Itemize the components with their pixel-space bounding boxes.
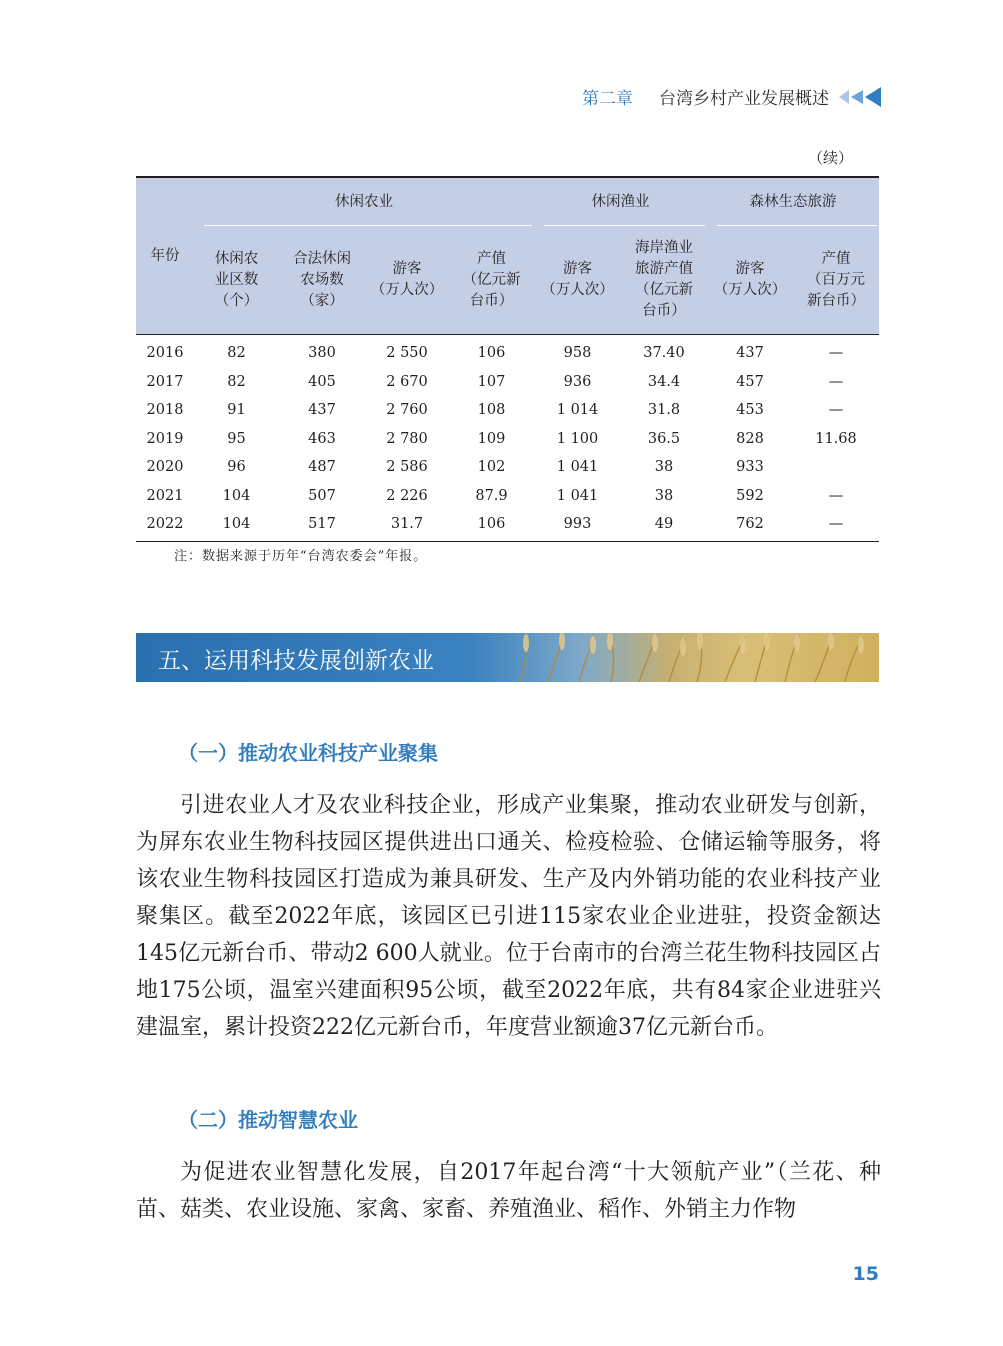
chapter-title: 台湾乡村产业发展概述 — [659, 89, 829, 109]
table-row — [136, 510, 879, 541]
table-cell: 96 — [227, 459, 246, 476]
table-row — [136, 396, 879, 425]
table-row — [136, 368, 879, 397]
section-title: 五、运用科技发展创新农业 — [158, 648, 434, 674]
table-row — [136, 482, 879, 511]
table-cell: 380 — [279, 335, 365, 368]
paragraph-2: 为促进农业智慧化发展，自2017年起台湾“十大领航产业”（兰花、种苗、菇类、农业设施、家禽、家畜、养殖渔业、稻作、外销主力作物 — [136, 1160, 881, 1222]
table-cell — [793, 453, 879, 482]
year-cell: 2016 — [136, 335, 194, 368]
table-cell: 2 760 — [386, 402, 428, 419]
table-cell: 437 — [308, 402, 336, 419]
table-cell: 2 550 — [365, 335, 449, 368]
table-cell: 104 — [222, 487, 251, 504]
year-cell: 2017 — [146, 373, 184, 390]
table-cell: 108 — [477, 402, 506, 419]
table-continued-label: （续） — [807, 149, 853, 167]
year-cell: 2018 — [146, 402, 184, 419]
table-cell: 487 — [308, 459, 336, 476]
table-cell: 106 — [477, 516, 506, 533]
table-cell: 463 — [308, 430, 336, 447]
paragraph-1: 引进农业人才及农业科技企业，形成产业集聚，推动农业研发与创新，为屏东农业生物科技园区提供进出口通关、检疫检验、仓储运输等服务，将该农业生物科技园区打造成为兼具研发、生产及内外销功能的农业科技产业聚集区。截至2022年底，该园区已引进115家农业企业进驻，投资金额达145亿元新台币、带动2 600人就业。位于台南市的台湾兰花生物科技园区占地175公顷，温室兴建面积95公顷，截至2022年底，共有84家企业进驻兴建温室，累计投资222亿元新台币，年度营业额逾37亿元新台币。 — [136, 793, 881, 1040]
subsection-heading-1: （一）推动农业科技产业聚集 — [178, 741, 438, 765]
table-cell: 31.7 — [390, 516, 424, 533]
chapter-label: 第二章 — [582, 89, 633, 109]
column-header: 海岸渔业 旅游产值 （亿元新 台币） — [635, 240, 693, 319]
table-cell: 993 — [563, 516, 592, 533]
table-cell: 517 — [308, 516, 336, 533]
table-cell: 34.4 — [647, 373, 681, 390]
table-cell: 1 100 — [556, 430, 599, 447]
year-header: 年份 — [150, 247, 180, 264]
table-cell: 1 041 — [556, 487, 599, 504]
table-cell: 36.5 — [647, 430, 681, 447]
column-header: 产值 （亿元新 台币） — [462, 250, 521, 309]
column-header: 产值 （百万元 新台币） — [807, 250, 865, 309]
table-cell: 762 — [736, 516, 764, 533]
table-row — [136, 453, 879, 482]
column-header: 游客 （万人次） — [541, 261, 614, 298]
column-header: 游客 （万人次） — [713, 261, 787, 298]
table-cell: 453 — [736, 402, 764, 419]
group-header-forest-ecotourism: 森林生态旅游 — [707, 177, 879, 226]
table-cell: 405 — [308, 373, 336, 390]
section-banner — [136, 633, 879, 682]
table-cell: 936 — [563, 373, 592, 390]
table-cell: 38 — [654, 487, 674, 504]
table-cell: 82 — [227, 373, 246, 390]
table-cell: 437 — [707, 335, 793, 368]
table-cell: 1 014 — [556, 402, 599, 419]
table-cell: 95 — [227, 430, 246, 447]
table-cell: 2 670 — [386, 373, 428, 390]
table-cell: 933 — [736, 459, 764, 476]
table-cell: — — [828, 487, 844, 504]
column-header: 合法休闲 农场数 （家） — [293, 250, 351, 309]
table-cell: 38 — [654, 459, 674, 476]
year-cell: 2019 — [146, 430, 184, 447]
running-header — [582, 84, 881, 109]
year-cell: 2021 — [146, 487, 184, 504]
table-cell: — — [828, 373, 844, 390]
table-cell: 107 — [477, 373, 506, 390]
table-cell: 592 — [736, 487, 764, 504]
table-row — [136, 425, 879, 454]
column-header: 游客 （万人次） — [370, 261, 444, 298]
leisure-statistics-table — [136, 176, 879, 542]
table-cell: 102 — [477, 459, 506, 476]
table-cell: 37.40 — [621, 335, 707, 368]
table-cell: 11.68 — [815, 430, 857, 447]
table-cell: — — [828, 402, 844, 419]
table-cell: — — [828, 516, 844, 533]
table-cell: 507 — [308, 487, 336, 504]
table-cell: 2 226 — [386, 487, 428, 504]
group-header-leisure-fishery: 休闲渔业 — [534, 177, 707, 226]
subsection-heading-2: （二）推动智慧农业 — [178, 1108, 358, 1132]
table-cell: 2 586 — [386, 459, 428, 476]
table-cell: 87.9 — [475, 487, 508, 504]
table-cell: 2 780 — [386, 430, 428, 447]
table-cell: — — [793, 335, 879, 368]
table-cell: 49 — [654, 516, 674, 533]
wheat-field-image — [499, 633, 879, 682]
table-cell: 958 — [534, 335, 621, 368]
table-cell: 82 — [194, 335, 279, 368]
group-header-leisure-agriculture: 休闲农业 — [194, 177, 534, 226]
table-row — [136, 335, 879, 368]
triangle-arrows-icon — [837, 87, 881, 107]
column-header: 休闲农 业区数 （个） — [214, 250, 259, 309]
table-cell: 106 — [449, 335, 534, 368]
table-note: 注：数据来源于历年“台湾农委会”年报。 — [174, 549, 428, 564]
page-number: 15 — [852, 1263, 879, 1285]
year-cell: 2020 — [146, 459, 184, 476]
table-cell: 104 — [222, 516, 251, 533]
table-cell: 91 — [227, 402, 246, 419]
table-cell: 31.8 — [647, 402, 681, 419]
year-cell: 2022 — [146, 516, 184, 533]
table-cell: 457 — [736, 373, 764, 390]
table-cell: 1 041 — [556, 459, 599, 476]
table-cell: 828 — [736, 430, 764, 447]
table-cell: 109 — [477, 430, 506, 447]
